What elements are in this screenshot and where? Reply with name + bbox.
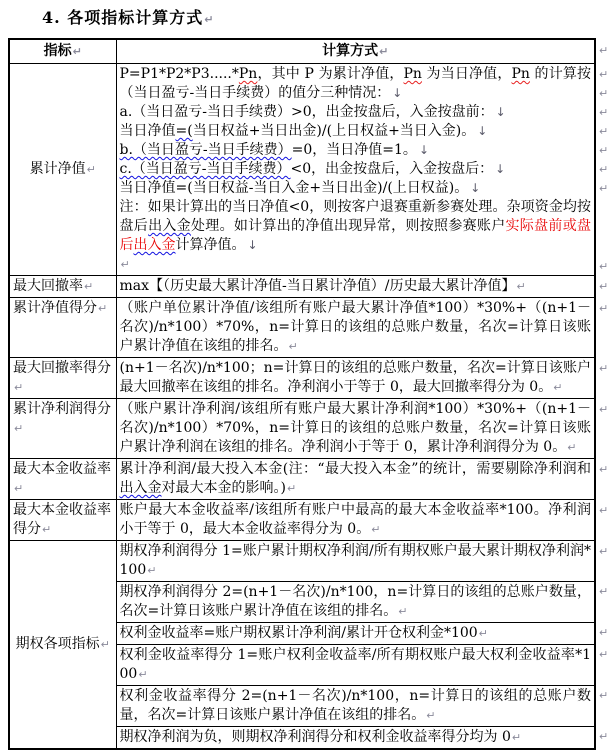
highlighted-text: b.（当日盈亏-当日手续费） (119, 142, 292, 158)
highlighted-text: 出入金 (148, 218, 191, 234)
line-break-mark-icon: ↓ (392, 86, 403, 100)
row-end-mark-icon: ↵ (599, 730, 609, 743)
column-header-indicator-text: 指标 (43, 43, 72, 59)
body-text: 当日净值=(当日权益-当日入金+当日出金)/(上日权益)。 (119, 180, 469, 196)
method-subrow (117, 581, 595, 622)
body-text: max【（历史最大累计净值-当日累计净值）/历史最大累计净值】 (119, 278, 516, 294)
indicator-label-cumulative-net-profit-score (9, 399, 116, 459)
row-end-mark-icon: ↵ (599, 144, 609, 157)
paragraph-mark-icon: ↵ (398, 605, 408, 618)
method-subrow (117, 541, 595, 581)
indicator-label-text: 最大回撤率 (13, 278, 83, 294)
body-text: 注：如果计算出的当日净值<0，则按客户退赛重新参赛处理。杂项资金均按盘后 (119, 199, 591, 234)
paragraph-mark-icon: ↵ (98, 302, 108, 315)
paragraph-mark-icon: ↵ (72, 45, 82, 58)
indicator-label-cumulative-net-value-score (9, 298, 116, 358)
highlighted-text: 实际盘前或盘后 (119, 218, 591, 253)
method-cell-max-principal-return-rate (116, 459, 595, 500)
row-end-mark-icon: ↵ (599, 44, 609, 57)
body-text: 对最大本金的影响。) (161, 480, 286, 496)
body-text: 权利金收益率得分 2=(n+1－名次)/n*100，n=计算日的该组的总账户数量，名次=计算日该账户累计净值在该组的排名。 (119, 688, 591, 723)
method-subrow (117, 622, 595, 644)
table-row-max-principal-return-rate (9, 459, 595, 500)
highlighted-text: 出入金 (133, 237, 176, 253)
indicator-label-text: 最大回撤率得分 (13, 360, 111, 376)
method-cell-option-indicators (116, 541, 595, 750)
table-row-cumulative-net-value (9, 64, 595, 276)
indicator-label-text: 最大本金收益率得分 (13, 502, 111, 537)
row-end-mark-icon: ↵ (599, 87, 609, 100)
paragraph-mark-icon: ↵ (14, 422, 24, 435)
table-row-max-drawdown-rate (9, 276, 595, 298)
body-text: =0，当日净值=1。 (291, 142, 417, 158)
paragraph-mark-icon: ↵ (138, 668, 148, 681)
method-cell-max-principal-return-score (116, 500, 595, 541)
column-header-method-text: 计算方式 (322, 43, 379, 59)
row-end-mark-icon: ↵ (599, 504, 609, 517)
highlighted-text: c.（当日盈亏-当日手续费） (119, 161, 291, 177)
highlighted-text: Pn (511, 66, 530, 82)
paragraph-mark-icon: ↵ (204, 13, 215, 26)
paragraph-mark-icon: ↵ (371, 523, 381, 536)
row-end-mark-icon: ↵ (599, 260, 609, 273)
body-text: 为当日净值， (421, 66, 512, 82)
table-row-cumulative-net-value-score (9, 298, 595, 358)
indicator-label-max-principal-return-score (9, 500, 116, 541)
body-text: ，其中 P 为累计净值， (257, 66, 404, 82)
method-cell-max-drawdown-rate (116, 276, 595, 298)
row-end-mark-icon: ↵ (599, 182, 609, 195)
body-text: 期权净利润得分 1=账户累计期权净利润/所有期权账户最大累计期权净利润*100 (119, 543, 591, 578)
indicator-label-max-principal-return-rate (9, 459, 116, 500)
row-end-mark-icon: ↵ (599, 125, 609, 138)
body-text: 计算净值。 (175, 237, 246, 253)
paragraph-mark-icon: ↵ (84, 280, 94, 293)
row-end-mark-icon: ↵ (599, 302, 609, 315)
indicator-label-text: 累计净值得分 (13, 300, 97, 316)
row-end-mark-icon: ↵ (599, 362, 609, 375)
row-end-mark-icon: ↵ (599, 106, 609, 119)
line-break-mark-icon: ↓ (247, 238, 258, 252)
paragraph-mark-icon: ↵ (553, 381, 563, 394)
row-end-mark-icon: ↵ (599, 626, 609, 639)
section-title (42, 8, 610, 30)
indicator-table (8, 38, 596, 750)
paragraph-mark-icon: ↵ (14, 482, 24, 495)
method-subrow (117, 726, 595, 748)
body-text: （账户单位累计净值/该组所有账户最大累计净值*100）*30%+（(n+1－名次)/n*100）*70%，n=计算日的该组的总账户数量，名次=计算日该账户累计净值在该组的排名。 (119, 300, 591, 354)
section-title-text: 4. 各项指标计算方式 (42, 8, 204, 27)
row-end-mark-icon: ↵ (599, 403, 609, 416)
body-text: 累计净利润/最大投入本金(注：“最大投入本金”的统计，需要剔除净利润和 (119, 461, 591, 477)
row-end-mark-icon: ↵ (599, 648, 609, 661)
body-text: P=P1*P2*P3.....* (119, 66, 239, 82)
indicator-label-max-drawdown-rate (9, 276, 116, 298)
paragraph-mark-icon: ↵ (100, 638, 110, 651)
line-break-mark-icon: ↓ (418, 143, 429, 157)
paragraph-mark-icon: ↵ (516, 280, 526, 293)
line-break-mark-icon: ↓ (470, 181, 481, 195)
row-end-mark-icon: ↵ (599, 280, 609, 293)
indicator-label-option-indicators (9, 541, 116, 750)
body-text: 当日净值 (119, 123, 176, 139)
method-cell-cumulative-net-value-score (116, 298, 595, 358)
line-break-mark-icon: ↓ (495, 105, 506, 119)
body-text: (n+1－名次)/n*100；n=计算日的该组的总账户数量，名次=计算日该账户最大回撤率在该组的排名。净利润小于等于 0，最大回撤率得分为 0。 (119, 360, 591, 395)
paragraph-mark-icon: ↵ (567, 441, 577, 454)
indicator-label-cumulative-net-value (9, 64, 116, 276)
body-text: （账户累计净利润/该组所有账户最大累计净利润*100）*30%+（(n+1－名次)/n*100）*70%，n=计算日的该组的总账户数量，名次=计算日该账户累计净利润在该组的排名。净利润小于等于 0，累计净利润得分为 0。 (119, 401, 591, 455)
body-text: <0，出金按盘后，入金按盘后： (290, 161, 494, 177)
paragraph-mark-icon: ↵ (379, 45, 389, 58)
body-text: 的计算按（当日盈亏-当日手续费）的值分三种情况： (119, 66, 592, 101)
body-text: 当日权益+当日出金)/(上日权益+当日入金)。 (192, 123, 476, 139)
row-end-mark-icon: ↵ (599, 163, 609, 176)
highlighted-text: Pn (238, 66, 258, 82)
body-text: 处理。如计算出的净值出现异常，则按照参赛账户 (190, 218, 506, 234)
body-text: 权利金收益率=账户期权累计净利润/累计开仓权利金*100 (119, 625, 478, 641)
highlighted-text: Pn (403, 66, 422, 82)
row-end-mark-icon: ↵ (599, 463, 609, 476)
row-end-mark-icon: ↵ (599, 585, 609, 598)
method-cell-cumulative-net-value (116, 64, 595, 276)
document-page (0, 8, 610, 745)
line-break-mark-icon: ↓ (495, 162, 506, 176)
body-text: 账户最大本金收益率/该组所有账户中最高的最大本金收益率*100。净利润小于等于 0，最大本金收益率得分为 0。 (119, 502, 591, 537)
indicator-label-max-drawdown-score (9, 358, 116, 399)
paragraph-mark-icon: ↵ (86, 163, 96, 176)
method-cell-max-drawdown-score (116, 358, 595, 399)
table-row-max-drawdown-score (9, 358, 595, 399)
paragraph-mark-icon: ↵ (147, 564, 157, 577)
indicator-label-text: 最大本金收益率 (13, 461, 111, 477)
body-text: a.（当日盈亏-当日手续费）>0，出金按盘后，入金按盘前： (119, 104, 494, 120)
paragraph-mark-icon: ↵ (426, 709, 436, 722)
highlighted-text: =( (175, 123, 193, 139)
indicator-label-text: 累计净利润得分 (13, 401, 111, 417)
paragraph-mark-icon: ↵ (286, 482, 297, 495)
table-row-option-indicators (9, 541, 595, 750)
body-text: 期权净利润为负，则期权净利润得分和权利金收益率得分均为 0 (119, 729, 511, 745)
column-header-indicator (9, 39, 116, 64)
table-row-cumulative-net-profit-score (9, 399, 595, 459)
row-end-mark-icon: ↵ (599, 68, 609, 81)
paragraph-mark-icon: ↵ (14, 381, 24, 394)
indicator-label-text: 期权各项指标 (15, 636, 100, 652)
paragraph-mark-icon: ↵ (42, 523, 52, 536)
table-header-row (9, 39, 595, 64)
body-text: 权利金收益率得分 1=账户权利金收益率/所有期权账户最大权利金收益率*100 (119, 647, 591, 682)
method-cell-cumulative-net-profit-score (116, 399, 595, 459)
row-end-mark-icon: ↵ (599, 689, 609, 702)
line-break-mark-icon: ↓ (477, 124, 488, 138)
paragraph-mark-icon: ↵ (511, 731, 522, 744)
indicator-table-body (9, 64, 595, 750)
row-end-mark-icon: ↵ (599, 545, 609, 558)
highlighted-text: 出入金 (119, 480, 162, 496)
indicator-label-text: 累计净值 (29, 161, 86, 177)
paragraph-mark-icon: ↵ (120, 258, 130, 271)
table-row-max-principal-return-score (9, 500, 595, 541)
method-subrow (117, 644, 595, 685)
column-header-method (116, 39, 595, 64)
body-text: 期权净利润得分 2=(n+1－名次)/n*100，n=计算日的该组的总账户数量，名次=计算日该账户累计净值在该组的排名。 (119, 584, 591, 619)
method-subrow (117, 685, 595, 726)
paragraph-mark-icon: ↵ (288, 340, 298, 353)
paragraph-mark-icon: ↵ (478, 627, 488, 640)
